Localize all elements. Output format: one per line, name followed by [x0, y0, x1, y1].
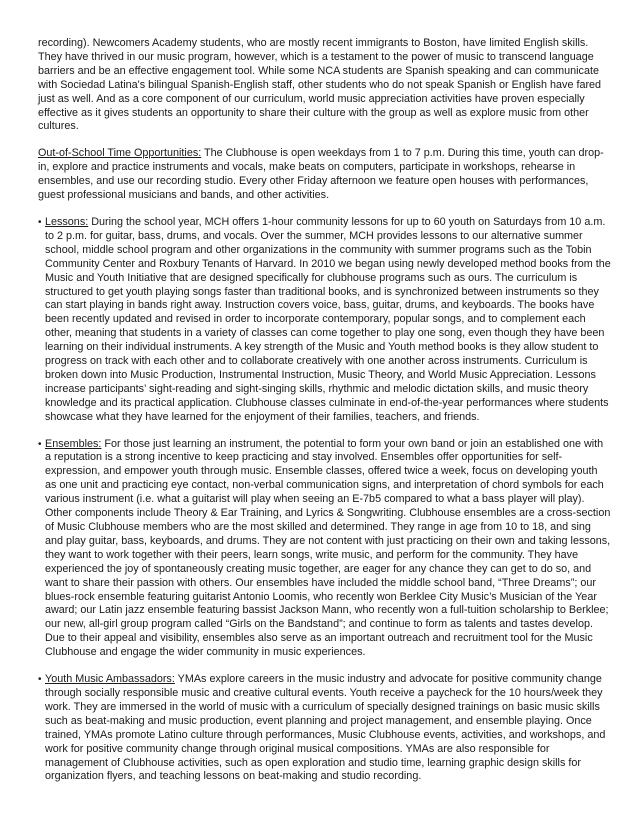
- list-item-lessons: [38, 216, 611, 425]
- ymas-heading: Youth Music Ambassadors:: [45, 673, 175, 686]
- bullet-icon: •: [38, 216, 42, 228]
- bullet-icon: •: [38, 438, 42, 450]
- ymas-text: YMAs explore careers in the music industry and advocate for positive community change through socially responsible music and creative cultural events. Youth receive a paycheck for the 10 hours/week they work. They are immersed in the world of music with a curriculum of specially designed trainings on basic music skills such as beat-making and music production, event planning and project management, and ensemble playing. Once trained, YMAs promote Latino culture through performances, Music Clubhouse events, activities, and workshops, and work for positive community change through original musical compositions. YMAs are also responsible for management of Clubhouse activities, such as open exploration and studio time, learning graphic design skills for organization flyers, and teaching lessons on beat-making and studio recording.: [45, 673, 606, 783]
- ensembles-text: For those just learning an instrument, the potential to form your own band or join an established one with a reputation is a strong incentive to keep practicing and stay involved. Ensembles offer opportunities for self-expression, and empower youth through music. Ensemble classes, offered twice a week, focus on developing youth as one unit and practicing eye contact, non-verbal communication signs, and interpretation of chord symbols for each various instrument (i.e. what a guitarist will play when seeing an E-7b5 compared to what a bass player will play). Other components include Theory & Ear Training, and Lyrics & Songwriting. Clubhouse ensembles are a cross-section of Music Clubhouse members who are the most skilled and determined. They range in age from 10 to 18, and sing and play guitar, bass, keyboards, and drums. They are not content with just practicing on their own and taking lessons, they want to work together with their peers, learn songs, write music, and perform for the community. They have experienced the joy of spontaneously creating music together, are eager for any chance they can get to do so, and want to share their passion with others. Our ensembles have included the middle school band, “Three Dreams”; our blues-rock ensemble featuring guitarist Antonio Loomis, who recently won Berklee City Music’s Musician of the Year award; our Latin jazz ensemble featuring bassist Jackson Mann, who recently won a full-tuition scholarship to Berklee; our new, all-girl group program called “Girls on the Bandstand”; and continue to form as talents and tastes develop. Due to their appeal and visibility, ensembles also serve as an important outreach and recruitment tool for the Music Clubhouse and engage the wider community in music experiences.: [45, 437, 611, 659]
- list-item-youth-music-ambassadors: [38, 673, 611, 784]
- ost-heading: Out-of-School Time Opportunities:: [38, 147, 202, 160]
- ensembles-heading: Ensembles:: [45, 437, 102, 450]
- list-item-ensembles: [38, 438, 611, 661]
- ost-paragraph: [38, 147, 611, 203]
- lessons-text: During the school year, MCH offers 1-hour community lessons for up to 60 youth on Saturdays from 10 a.m. to 2 p.m. for guitar, bass, drums, and vocals. Over the summer, MCH provides lessons to our alternative summer school, middle school program and other organizations in the community with summer programs such as the Tobin Community Center and Roxbury Tenants of Harvard. In 2010 we began using newly developed method books from the Music and Youth Initiative that are designed specifically for clubhouse programs such as ours. The curriculum is structured to get youth playing songs faster than traditional books, and is synchronized between instruments so they can start playing in bands right away. Instruction covers voice, bass, guitar, drums, and keyboards. The books have been recently updated and revised in order to incorporate contemporary, popular songs, and to complement each other, meaning that students in a variety of classes can come together to play one song, even though they have been learning on their individual instruments. A key strength of the Music and Youth method books is they allow student to progress on track with each other and to collaborate creatively with one another across instruments. Curriculum is broken down into Music Production, Instrumental Instruction, Music Theory, and World Music Appreciation. Lessons increase participants’ sight-reading and sight-singing skills, rhythmic and melodic dictation skills, and music theory knowledge and its practical application. Clubhouse classes culminate in end-of-the-year performances where students showcase what they have learned for the enjoyment of their families, teachers, and friends.: [45, 215, 611, 423]
- bullet-icon: •: [38, 674, 42, 686]
- lessons-heading: Lessons:: [45, 215, 89, 228]
- ost-text: The Clubhouse is open weekdays from 1 to 7 p.m. During this time, youth can drop-in, explore and practice instruments and vocals, make beats on computers, participate in workshops, rehearse in ensembles, and use our recording studio. Every other Friday afternoon we feature open houses with performances, guest professional musicians and bands, and other activities.: [38, 147, 604, 202]
- intro-paragraph: recording). Newcomers Academy students, who are mostly recent immigrants to Boston, have limited English skills. They have thrived in our music program, however, which is a testament to the power of music to transcend language barriers and be an effective engagement tool. While some NCA students are Spanish speaking and can communicate with Sociedad Latina's bilingual Spanish-English staff, other students who do not speak Spanish or English have fared just as well. And as a core component of our curriculum, world music appreciation activities have proven especially effective as it gives students an opportunity to share their culture with the group as well as explore music from other cultures.: [38, 37, 602, 133]
